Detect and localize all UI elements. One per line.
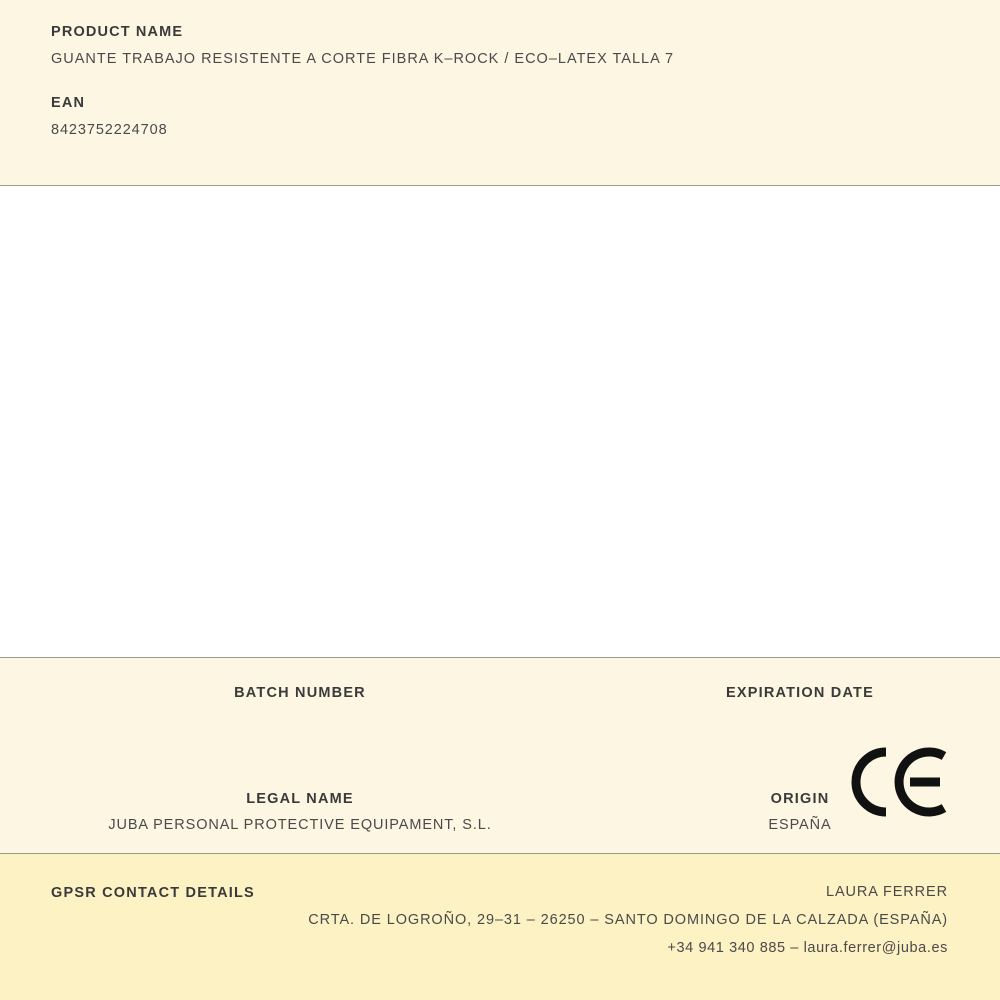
expiration-date-field	[600, 685, 1000, 728]
legal-name-label: LEGAL NAME	[246, 791, 354, 807]
product-info-section	[0, 0, 1000, 186]
batch-number-label: BATCH NUMBER	[234, 685, 366, 701]
gpsr-contact-details	[255, 884, 948, 968]
origin-value: ESPAÑA	[768, 817, 832, 833]
ean-field	[51, 95, 950, 138]
origin-label: ORIGIN	[770, 791, 830, 807]
product-name-label: PRODUCT NAME	[51, 24, 184, 40]
gpsr-contact-label: GPSR CONTACT DETAILS	[51, 885, 255, 901]
product-name-field	[51, 24, 950, 67]
origin-field	[600, 791, 1000, 833]
product-name-value: GUANTE TRABAJO RESISTENTE A CORTE FIBRA K–ROCK / ECO–LATEX TALLA 7	[51, 51, 675, 67]
legal-name-value: JUBA PERSONAL PROTECTIVE EQUIPAMENT, S.L.	[108, 817, 492, 833]
batch-number-field	[0, 685, 600, 728]
gpsr-contact-section	[0, 854, 1000, 1000]
expiration-date-label: EXPIRATION DATE	[726, 685, 874, 701]
gpsr-contact-phone-email: +34 941 340 885 – laura.ferrer@juba.es	[667, 940, 948, 956]
label-details-section	[0, 658, 1000, 854]
expiration-date-value	[600, 711, 1000, 728]
product-image-area	[0, 186, 1000, 658]
ean-label: EAN	[51, 95, 86, 111]
details-row-batch	[0, 658, 1000, 728]
ean-value: 8423752224708	[51, 122, 168, 138]
batch-number-value	[0, 711, 600, 728]
legal-name-field	[0, 791, 600, 833]
gpsr-contact-name: LAURA FERRER	[826, 884, 948, 900]
gpsr-contact-address: CRTA. DE LOGROÑO, 29–31 – 26250 – SANTO DOMINGO DE LA CALZADA (ESPAÑA)	[308, 912, 948, 928]
